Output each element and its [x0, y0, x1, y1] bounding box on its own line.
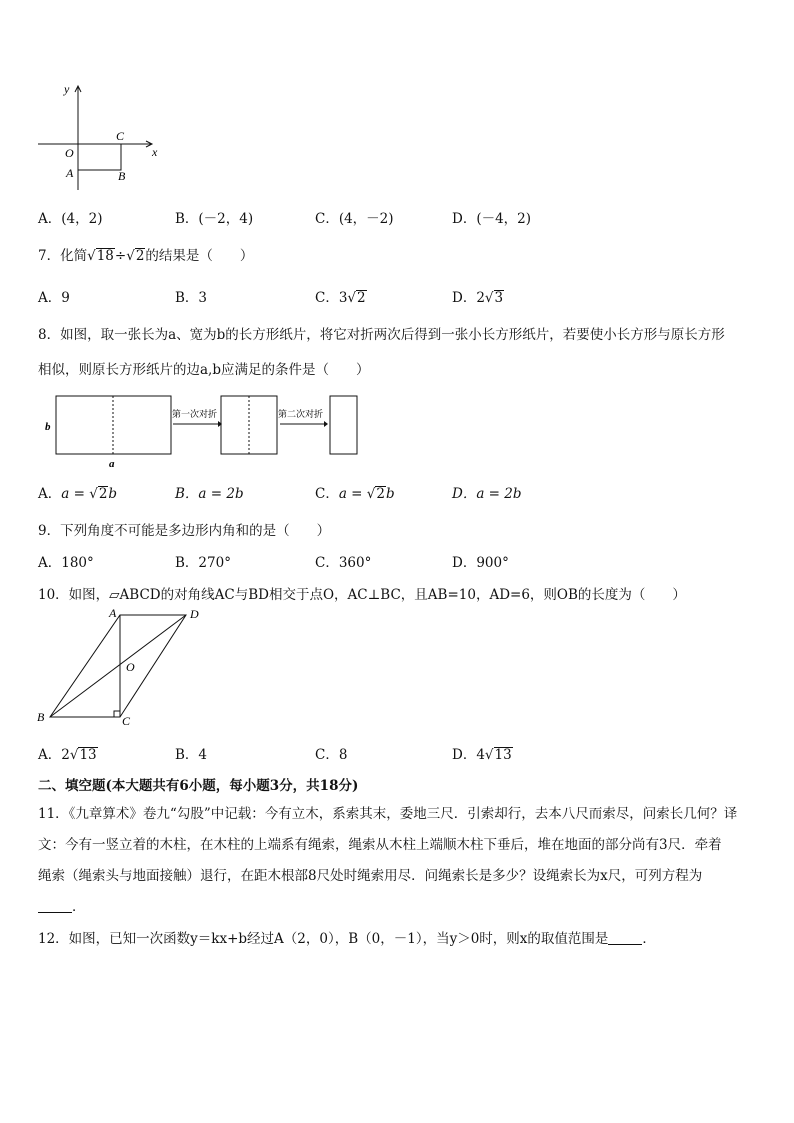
q6-option-c[interactable]: C．(4，－2): [315, 211, 394, 227]
coordinate-figure: [36, 80, 166, 195]
q8-stem-line2: 相似，则原长方形纸片的边a,b应满足的条件是（ ）: [38, 362, 370, 378]
q10-option-a[interactable]: A．2√13: [38, 747, 97, 763]
parallelogram-figure: [34, 603, 214, 729]
q10-options: [38, 743, 758, 763]
q11-line2: 文：今有一竖立着的木柱，在木柱的上端系有绳索，绳索从木柱上端顺木柱下垂后，堆在地面的部分尚有3尺．牵着: [38, 837, 722, 853]
q8-stem-line1: 8．如图，取一张长为a、宽为b的长方形纸片，将它对折两次后得到一张小长方形纸片，若要使小长方形与原长方形: [38, 327, 725, 343]
q7-option-c[interactable]: C．3√2: [315, 290, 366, 306]
label-x: x: [152, 145, 158, 159]
q7-option-b[interactable]: B．3: [175, 290, 208, 306]
vertex-c: C: [122, 714, 131, 728]
fig-label-a: a: [109, 458, 115, 470]
vertex-a: A: [109, 606, 117, 620]
q6-option-a[interactable]: A．(4，2): [38, 211, 103, 227]
q8-option-a[interactable]: A．a = √2b: [38, 486, 118, 502]
fold-1-label: 第一次对折: [172, 410, 218, 420]
q11-line3: 绳索（绳索头与地面接触）退行，在距木根部8尺处时绳索用尽．问绳索长是多少？设绳索长为x尺，可列方程为: [38, 868, 703, 884]
q9-options: [38, 551, 758, 571]
label-o: O: [65, 146, 74, 160]
q12-stem: 12．如图，已知一次函数y＝kx+b经过A（2，0），B（0，－1），当y＞0时，则x的取值范围是 ．: [38, 931, 656, 947]
q8-option-b[interactable]: B．a = 2b: [175, 486, 244, 502]
label-c: C: [116, 129, 125, 143]
section-2-title: 二、填空题(本大题共有6小题，每小题3分，共18分): [38, 778, 359, 794]
fold-2-label: 第二次对折: [278, 410, 324, 420]
q10-option-b[interactable]: B．4: [175, 747, 208, 763]
q10-option-c[interactable]: C．8: [315, 747, 348, 763]
vertex-d: D: [190, 607, 199, 621]
q9-option-d[interactable]: D．900°: [452, 555, 509, 571]
fig-label-b: b: [45, 421, 51, 433]
label-y: y: [64, 82, 70, 96]
folding-figure: [40, 390, 370, 472]
q11-answer: ．: [38, 895, 86, 915]
q6-option-b[interactable]: B．(－2，4): [175, 211, 254, 227]
q8-options: [38, 482, 758, 502]
q9-option-c[interactable]: C．360°: [315, 555, 372, 571]
q7-options: [38, 286, 758, 306]
q10-option-d[interactable]: D．4√13: [452, 747, 512, 763]
q7-stem: 7．化简√18÷√2的结果是（ ）: [38, 248, 254, 264]
q11-answer-blank[interactable]: [38, 900, 72, 913]
label-b: B: [118, 169, 126, 183]
q8-option-c[interactable]: C．a = √2b: [315, 486, 395, 502]
q11-line1: 11．《九章算术》卷九“勾股”中记载：今有立木，系索其末，委地三尺．引索却行，去本八尺而索尽，问索长几何？译: [38, 806, 738, 822]
q9-option-a[interactable]: A．180°: [38, 555, 94, 571]
q6-option-d[interactable]: D．(－4，2): [452, 211, 532, 227]
q9-option-b[interactable]: B．270°: [175, 555, 231, 571]
q7-option-a[interactable]: A．9: [38, 290, 70, 306]
q6-options: [38, 207, 758, 227]
q10-stem: 10．如图，▱ABCD的对角线AC与BD相交于点O，AC⊥BC，且AB=10，AD=6，则OB的长度为（ ）: [38, 587, 686, 603]
label-a: A: [66, 166, 74, 180]
q8-option-d[interactable]: D．a = 2b: [452, 486, 522, 502]
q7-option-d[interactable]: D．2√3: [452, 290, 504, 306]
point-o: O: [126, 660, 135, 674]
vertex-b: B: [37, 710, 45, 724]
q12-answer-blank[interactable]: [608, 932, 642, 945]
q9-stem: 9．下列角度不可能是多边形内角和的是（ ）: [38, 523, 331, 539]
